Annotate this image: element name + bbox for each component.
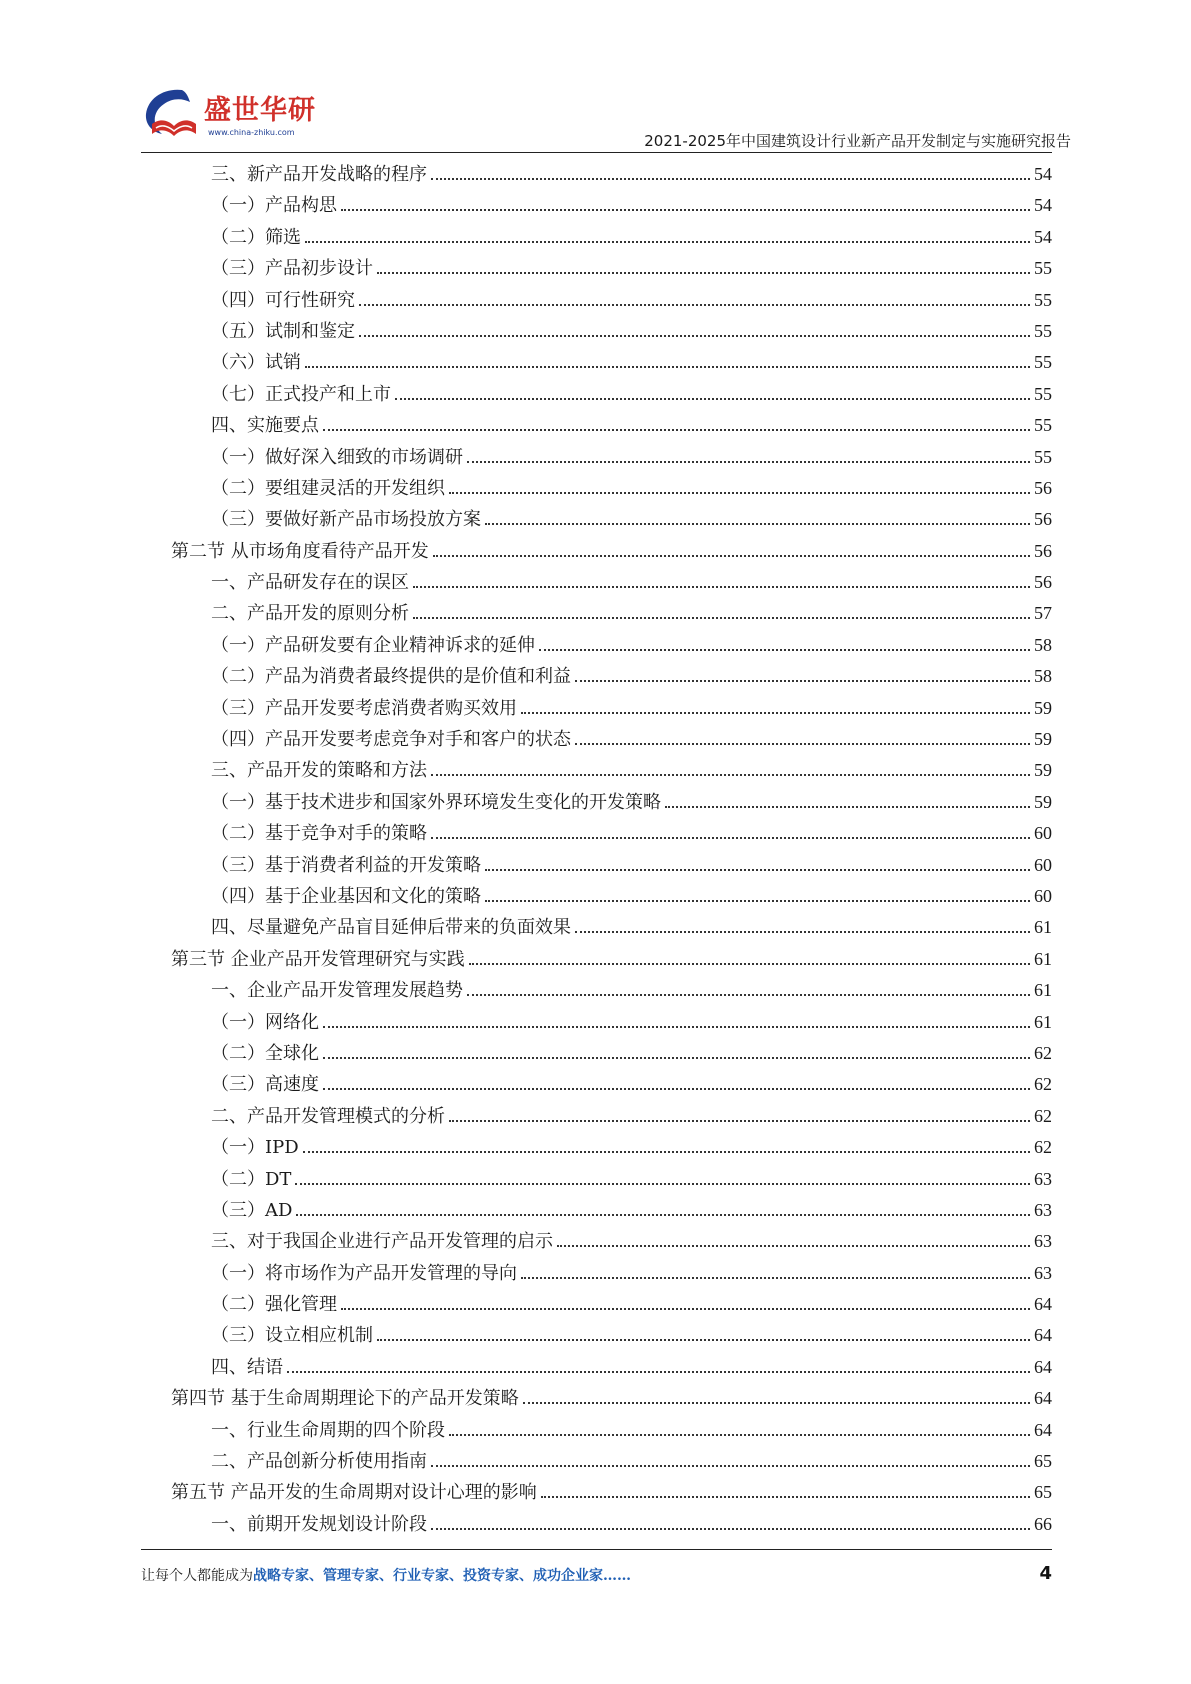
toc-entry-title: （二）全球化	[211, 1042, 319, 1064]
toc-dot-leader	[413, 617, 1030, 619]
toc-entry-page: 60	[1034, 823, 1052, 844]
toc-entry[interactable]	[141, 1258, 1052, 1289]
toc-entry-title: （一）将市场作为产品开发管理的导向	[211, 1262, 517, 1284]
toc-entry-page: 54	[1034, 226, 1052, 247]
toc-entry[interactable]	[141, 850, 1052, 881]
toc-entry-title: 第四节 基于生命周期理论下的产品开发策略	[171, 1388, 519, 1410]
toc-entry-title: （七）正式投产和上市	[211, 383, 391, 405]
toc-entry-page: 56	[1034, 509, 1052, 530]
toc-dot-leader	[523, 1402, 1030, 1404]
toc-entry-page: 63	[1034, 1199, 1052, 1220]
toc-entry[interactable]	[141, 1415, 1052, 1446]
footer-divider	[141, 1549, 1052, 1550]
toc-entry-title: （二）筛选	[211, 226, 301, 248]
toc-entry[interactable]	[141, 818, 1052, 849]
toc-entry[interactable]	[141, 1477, 1052, 1508]
toc-entry-page: 56	[1034, 572, 1052, 593]
toc-entry-title: 第二节 从市场角度看待产品开发	[171, 540, 429, 562]
toc-dot-leader	[575, 743, 1030, 745]
toc-dot-leader	[377, 272, 1030, 274]
toc-entry-title: 一、行业生命周期的四个阶段	[211, 1419, 445, 1441]
toc-entry-page: 58	[1034, 634, 1052, 655]
toc-entry[interactable]	[141, 473, 1052, 504]
toc-entry[interactable]	[141, 1132, 1052, 1163]
toc-dot-leader	[323, 429, 1030, 431]
toc-dot-leader	[433, 555, 1030, 557]
toc-entry-page: 61	[1034, 917, 1052, 938]
toc-entry-title: 第三节 企业产品开发管理研究与实践	[171, 948, 465, 970]
toc-dot-leader	[295, 1183, 1030, 1185]
toc-entry-title: 三、新产品开发战略的程序	[211, 164, 427, 185]
toc-dot-leader	[395, 398, 1030, 400]
toc-entry[interactable]	[141, 1195, 1052, 1226]
toc-entry-title: （四）产品开发要考虑竞争对手和客户的状态	[211, 729, 571, 751]
toc-entry[interactable]	[141, 567, 1052, 598]
toc-entry-page: 55	[1034, 383, 1052, 404]
toc-dot-leader	[323, 1088, 1030, 1090]
toc-entry-title: 一、企业产品开发管理发展趋势	[211, 980, 463, 1002]
toc-entry-title: （三）基于消费者利益的开发策略	[211, 854, 481, 876]
toc-entry-page: 60	[1034, 885, 1052, 906]
toc-entry-page: 56	[1034, 540, 1052, 561]
toc-entry-page: 62	[1034, 1105, 1052, 1126]
toc-entry[interactable]	[141, 1383, 1052, 1414]
toc-entry-page: 55	[1034, 415, 1052, 436]
toc-dot-leader	[341, 1308, 1030, 1310]
toc-entry[interactable]	[141, 536, 1052, 567]
toc-dot-leader	[541, 1496, 1030, 1498]
toc-dot-leader	[469, 963, 1030, 965]
toc-dot-leader	[431, 178, 1030, 180]
toc-entry-page: 57	[1034, 603, 1052, 624]
toc-entry[interactable]	[141, 190, 1052, 221]
toc-dot-leader	[449, 1434, 1030, 1436]
toc-entry-page: 55	[1034, 258, 1052, 279]
toc-dot-leader	[323, 1057, 1030, 1059]
toc-entry-page: 64	[1034, 1419, 1052, 1440]
toc-entry-title: （三）AD	[211, 1199, 293, 1221]
toc-entry-title: 二、产品开发的原则分析	[211, 603, 409, 625]
toc-entry[interactable]	[141, 1509, 1052, 1540]
toc-entry-page: 62	[1034, 1074, 1052, 1095]
toc-entry[interactable]	[141, 1226, 1052, 1257]
toc-entry-page: 64	[1034, 1388, 1052, 1409]
toc-entry[interactable]	[141, 1164, 1052, 1195]
toc-entry-title: （三）设立相应机制	[211, 1325, 373, 1347]
toc-entry-title: （六）试销	[211, 352, 301, 374]
toc-dot-leader	[359, 304, 1030, 306]
toc-entry-title: （二）强化管理	[211, 1294, 337, 1316]
footer-slogan	[141, 1565, 631, 1585]
toc-entry-page: 64	[1034, 1325, 1052, 1346]
page-footer	[141, 1565, 1052, 1589]
toc-dot-leader	[359, 335, 1030, 337]
toc-entry-title: 第五节 产品开发的生命周期对设计心理的影响	[171, 1482, 537, 1504]
toc-entry-title: （四）可行性研究	[211, 289, 355, 311]
toc-entry-page: 62	[1034, 1137, 1052, 1158]
header-divider	[141, 152, 1052, 153]
toc-dot-leader	[296, 1214, 1030, 1216]
toc-entry[interactable]	[141, 1007, 1052, 1038]
toc-entry[interactable]	[141, 630, 1052, 661]
toc-entry[interactable]	[141, 1446, 1052, 1477]
toc-entry-page: 65	[1034, 1451, 1052, 1472]
toc-dot-leader	[431, 837, 1030, 839]
toc-dot-leader	[521, 1277, 1030, 1279]
report-title: 2021-2025年中国建筑设计行业新产品开发制定与实施研究报告	[644, 132, 1071, 150]
toc-dot-leader	[303, 1151, 1030, 1153]
toc-dot-leader	[305, 241, 1030, 243]
toc-entry-page: 61	[1034, 948, 1052, 969]
slogan-highlight: 战略专家、管理专家、行业专家、投资专家、成功企业家……	[253, 1568, 631, 1584]
toc-entry-title: （一）网络化	[211, 1011, 319, 1033]
toc-entry[interactable]	[141, 1038, 1052, 1069]
toc-entry-page: 59	[1034, 791, 1052, 812]
toc-entry-page: 63	[1034, 1231, 1052, 1252]
toc-dot-leader	[539, 649, 1030, 651]
toc-entry-page: 62	[1034, 1042, 1052, 1063]
company-logo	[142, 84, 322, 144]
toc-entry[interactable]	[141, 1101, 1052, 1132]
toc-dot-leader	[449, 1120, 1030, 1122]
toc-entry-page: 64	[1034, 1294, 1052, 1315]
toc-entry[interactable]	[141, 1069, 1052, 1100]
toc-dot-leader	[431, 774, 1030, 776]
toc-entry-title: （一）IPD	[211, 1137, 299, 1159]
toc-entry-page: 54	[1034, 164, 1052, 184]
toc-entry[interactable]	[141, 285, 1052, 316]
toc-entry-page: 64	[1034, 1356, 1052, 1377]
toc-dot-leader	[575, 680, 1030, 682]
toc-entry-title: 一、前期开发规划设计阶段	[211, 1513, 427, 1535]
toc-entry[interactable]	[141, 222, 1052, 253]
toc-entry-title: （二）产品为消费者最终提供的是价值和利益	[211, 666, 571, 688]
toc-entry[interactable]	[141, 159, 1052, 190]
toc-entry-title: 三、对于我国企业进行产品开发管理的启示	[211, 1231, 553, 1253]
toc-entry-page: 55	[1034, 289, 1052, 310]
toc-entry[interactable]	[141, 724, 1052, 755]
toc-dot-leader	[431, 1465, 1030, 1467]
toc-entry[interactable]	[141, 975, 1052, 1006]
toc-dot-leader	[467, 994, 1030, 996]
toc-entry-title: 二、产品开发管理模式的分析	[211, 1105, 445, 1127]
toc-entry-page: 63	[1034, 1168, 1052, 1189]
toc-entry[interactable]	[141, 1320, 1052, 1351]
toc-dot-leader	[341, 209, 1030, 211]
toc-dot-leader	[305, 366, 1030, 368]
toc-entry-page: 61	[1034, 1011, 1052, 1032]
toc-entry-page: 59	[1034, 760, 1052, 781]
toc-entry-title: 四、尽量避免产品盲目延伸后带来的负面效果	[211, 917, 571, 939]
toc-entry[interactable]	[141, 598, 1052, 629]
toc-entry-page: 59	[1034, 697, 1052, 718]
table-of-contents	[141, 159, 1052, 1540]
toc-entry-title: 三、产品开发的策略和方法	[211, 760, 427, 782]
toc-entry-page: 56	[1034, 477, 1052, 498]
toc-dot-leader	[575, 931, 1030, 933]
toc-dot-leader	[377, 1339, 1030, 1341]
toc-entry-page: 55	[1034, 320, 1052, 341]
toc-entry-title: 二、产品创新分析使用指南	[211, 1451, 427, 1473]
toc-entry[interactable]	[141, 379, 1052, 410]
toc-entry[interactable]	[141, 347, 1052, 378]
book-swoosh-icon	[142, 84, 206, 144]
toc-entry-page: 59	[1034, 729, 1052, 750]
toc-entry-title: （二）要组建灵活的开发组织	[211, 477, 445, 499]
toc-dot-leader	[449, 492, 1030, 494]
toc-entry-title: （五）试制和鉴定	[211, 320, 355, 342]
toc-entry[interactable]	[141, 504, 1052, 535]
toc-entry[interactable]	[141, 1289, 1052, 1320]
toc-entry[interactable]	[141, 1352, 1052, 1383]
toc-entry-title: （一）基于技术进步和国家外界环境发生变化的开发策略	[211, 791, 661, 813]
toc-entry-title: 四、结语	[211, 1356, 283, 1378]
toc-entry-title: （三）产品开发要考虑消费者购买效用	[211, 697, 517, 719]
toc-entry-page: 61	[1034, 980, 1052, 1001]
toc-dot-leader	[485, 900, 1030, 902]
toc-dot-leader	[323, 1026, 1030, 1028]
toc-dot-leader	[485, 523, 1030, 525]
toc-entry[interactable]	[141, 787, 1052, 818]
toc-entry-title: （二）DT	[211, 1168, 292, 1190]
page-number: 4	[1039, 1563, 1052, 1584]
slogan-prefix: 让每个人都能成为	[141, 1568, 253, 1584]
logo-name: 盛世华研	[204, 95, 316, 126]
toc-dot-leader	[467, 461, 1030, 463]
toc-entry-page: 55	[1034, 446, 1052, 467]
toc-entry-page: 54	[1034, 195, 1052, 216]
toc-entry[interactable]	[141, 316, 1052, 347]
toc-entry-title: （一）产品研发要有企业精神诉求的延伸	[211, 634, 535, 656]
toc-entry-page: 55	[1034, 352, 1052, 373]
toc-entry-title: （三）要做好新产品市场投放方案	[211, 509, 481, 531]
toc-dot-leader	[665, 806, 1030, 808]
toc-dot-leader	[431, 1528, 1030, 1530]
toc-entry-page: 58	[1034, 666, 1052, 687]
toc-entry-title: （二）基于竞争对手的策略	[211, 823, 427, 845]
toc-entry[interactable]	[141, 881, 1052, 912]
toc-entry-page: 60	[1034, 854, 1052, 875]
toc-entry[interactable]	[141, 661, 1052, 692]
toc-entry-title: （三）产品初步设计	[211, 258, 373, 280]
toc-entry-title: （三）高速度	[211, 1074, 319, 1096]
page-header	[0, 0, 1191, 160]
toc-entry[interactable]	[141, 944, 1052, 975]
toc-dot-leader	[485, 869, 1030, 871]
toc-dot-leader	[287, 1371, 1030, 1373]
toc-entry-page: 65	[1034, 1482, 1052, 1503]
toc-entry-title: （一）做好深入细致的市场调研	[211, 446, 463, 468]
toc-entry[interactable]	[141, 253, 1052, 284]
toc-entry-title: 四、实施要点	[211, 415, 319, 437]
toc-entry[interactable]	[141, 442, 1052, 473]
logo-url: www.china-zhiku.com	[208, 128, 295, 137]
toc-entry-title: 一、产品研发存在的误区	[211, 572, 409, 594]
toc-entry[interactable]	[141, 755, 1052, 786]
toc-entry[interactable]	[141, 410, 1052, 441]
toc-dot-leader	[521, 712, 1030, 714]
toc-entry-title: （一）产品构思	[211, 195, 337, 217]
toc-entry-title: （四）基于企业基因和文化的策略	[211, 885, 481, 907]
toc-entry[interactable]	[141, 912, 1052, 943]
toc-dot-leader	[413, 586, 1030, 588]
toc-entry-page: 63	[1034, 1262, 1052, 1283]
toc-entry-page: 66	[1034, 1513, 1052, 1534]
toc-dot-leader	[557, 1245, 1030, 1247]
toc-entry[interactable]	[141, 693, 1052, 724]
